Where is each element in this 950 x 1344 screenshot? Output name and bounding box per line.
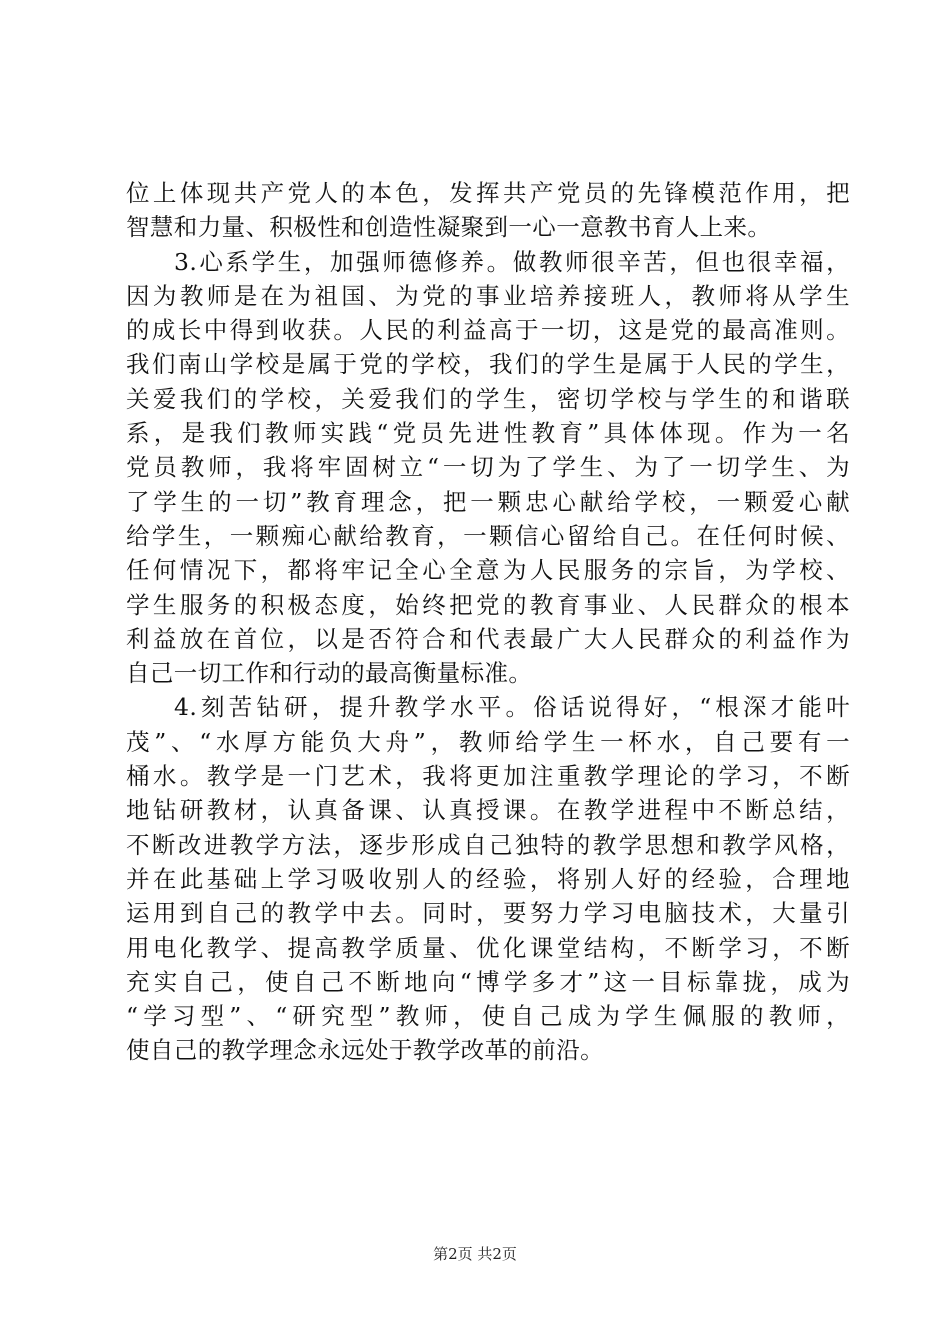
document-body — [126, 176, 850, 1068]
text-line: 任何情况下，都将牢记全心全意为人民服务的宗旨，为学校、 — [126, 556, 850, 585]
text-line: 位上体现共产党人的本色，发挥共产党员的先锋模范作用，把 — [126, 179, 850, 207]
text-line: 使自己的教学理念永远处于教学改革的前沿。 — [126, 1036, 604, 1065]
text-line: 学生服务的积极态度，始终把党的教育事业、人民群众的根本 — [126, 590, 850, 619]
text-line: 自己一切工作和行动的最高衡量标准。 — [126, 659, 533, 688]
text-line: 3.心系学生，加强师德修养。做教师很辛苦，但也很幸福， — [174, 247, 850, 276]
text-line: 不断改进教学方法，逐步形成自己独特的教学思想和教学风格， — [126, 830, 850, 859]
text-line: 智慧和力量、积极性和创造性凝聚到一心一意教书育人上来。 — [126, 213, 772, 242]
text-line: 我们南山学校是属于党的学校，我们的学生是属于人民的学生， — [126, 350, 850, 379]
text-line: 桶水。教学是一门艺术，我将更加注重教学理论的学习，不断 — [126, 762, 850, 791]
text-line: 党员教师，我将牢固树立“一切为了学生、为了一切学生、为 — [126, 453, 850, 482]
text-line: 利益放在首位，以是否符合和代表最广大人民群众的利益作为 — [126, 624, 850, 653]
text-line: 4.刻苦钻研，提升教学水平。俗话说得好，“根深才能叶 — [174, 693, 850, 722]
page-footer: 第2页 共2页 — [433, 1245, 517, 1263]
text-line: 的成长中得到收获。人民的利益高于一切，这是党的最高准则。 — [126, 316, 850, 345]
text-line: 给学生，一颗痴心献给教育，一颗信心留给自己。在任何时候、 — [126, 521, 850, 550]
text-line: 茂”、“水厚方能负大舟”，教师给学生一杯水，自己要有一 — [126, 727, 850, 756]
text-line: “学习型”、“研究型”教师，使自己成为学生佩服的教师， — [126, 1002, 850, 1031]
text-line: 运用到自己的教学中去。同时，要努力学习电脑技术，大量引 — [126, 899, 850, 928]
text-line: 了学生的一切”教育理念，把一颗忠心献给学校，一颗爱心献 — [126, 487, 850, 516]
text-line: 因为教师是在为祖国、为党的事业培养接班人，教师将从学生 — [126, 281, 850, 310]
text-line: 充实自己，使自己不断地向“博学多才”这一目标靠拢，成为 — [126, 967, 850, 996]
text-line: 关爱我们的学校，关爱我们的学生，密切学校与学生的和谐联 — [126, 384, 850, 413]
text-line: 系，是我们教师实践“党员先进性教育”具体体现。作为一名 — [126, 419, 850, 448]
text-line: 并在此基础上学习吸收别人的经验，将别人好的经验，合理地 — [126, 864, 850, 893]
text-line: 用电化教学、提高教学质量、优化课堂结构，不断学习，不断 — [126, 933, 850, 962]
text-line: 地钻研教材，认真备课、认真授课。在教学进程中不断总结， — [126, 796, 850, 825]
